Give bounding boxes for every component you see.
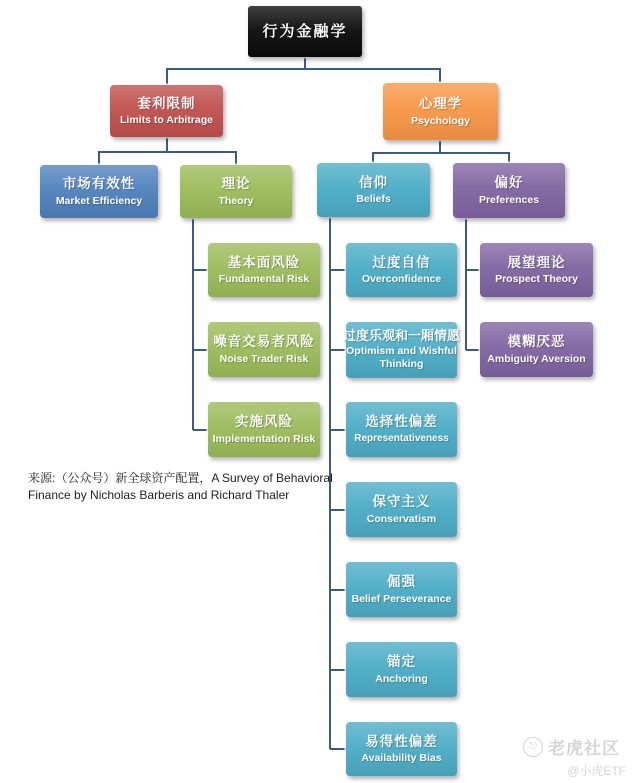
- node-title-en: Theory: [218, 194, 254, 207]
- source-line-1: 来源:（公众号）新全球资产配置，A Survey of Behavioral: [28, 471, 333, 485]
- node-limits-to-arbitrage: [110, 85, 223, 137]
- node-title-en: Prospect Theory: [495, 273, 578, 286]
- node-optimism-wishful-thinking: [343, 322, 461, 378]
- node-anchoring: [346, 642, 457, 697]
- node-title-zh: 展望理论: [507, 254, 566, 270]
- node-title-zh: 信仰: [359, 174, 388, 190]
- node-fundamental-risk: [208, 243, 320, 297]
- watermark-handle: @小虎ETF: [567, 764, 626, 778]
- node-title-en: Implementation Risk: [212, 432, 316, 445]
- node-title-zh: 过度自信: [372, 254, 431, 270]
- node-title-zh: 保守主义: [372, 494, 431, 510]
- node-title-zh: 易得性偏差: [365, 733, 438, 749]
- node-preferences: [453, 163, 565, 218]
- watermark: [523, 734, 628, 779]
- watermark-brand: 老虎社区: [548, 739, 620, 758]
- node-title-zh: 实施风险: [235, 414, 293, 430]
- node-title-en: Belief Perseverance: [351, 592, 452, 605]
- node-market-efficiency: [40, 165, 158, 218]
- source-line-2: Finance by Nicholas Barberis and Richard Thaler: [28, 488, 290, 502]
- node-theory: [180, 165, 292, 218]
- node-title-en: Psychology: [411, 114, 470, 127]
- node-beliefs: [317, 163, 430, 217]
- node-title-zh: 模糊厌恶: [507, 334, 566, 350]
- node-title-en: Anchoring: [375, 672, 428, 685]
- node-behavioral-finance: [248, 6, 362, 57]
- node-implementation-risk: [208, 402, 320, 457]
- node-title-zh: 市场有效性: [62, 176, 136, 192]
- node-title-en: Representativeness: [354, 433, 449, 444]
- node-title-zh: 套利限制: [137, 95, 196, 111]
- node-title-zh: 锚定: [387, 654, 416, 670]
- node-conservatism: [346, 482, 457, 537]
- node-title-en: Availability Bias: [361, 752, 442, 765]
- node-overconfidence: [346, 243, 457, 297]
- node-noise-trader-risk: [208, 322, 320, 377]
- node-title-zh: 行为金融学: [262, 22, 348, 40]
- node-title-en: Optimism and Wishful Thinking: [346, 345, 457, 370]
- source-citation: [28, 470, 333, 504]
- node-title-en: Conservatism: [366, 512, 437, 525]
- node-availability-bias: [346, 722, 457, 776]
- node-title-zh: 选择性偏差: [365, 414, 438, 430]
- node-title-zh: 基本面风险: [227, 254, 301, 270]
- node-title-en: Market Efficiency: [55, 194, 143, 207]
- node-title-zh: 过度乐观和一厢情愿: [343, 328, 461, 344]
- node-title-en: Preferences: [478, 193, 540, 206]
- node-title-zh: 倔强: [387, 574, 416, 590]
- node-title-en: Ambiguity Aversion: [487, 352, 586, 365]
- node-title-zh: 噪音交易者风险: [213, 334, 315, 350]
- node-title-en: Beliefs: [356, 193, 391, 206]
- node-ambiguity-aversion: [480, 322, 593, 377]
- node-title-en: Noise Trader Risk: [219, 352, 309, 365]
- node-psychology: [383, 83, 498, 140]
- node-title-en: Overconfidence: [361, 273, 442, 286]
- node-title-zh: 心理学: [418, 96, 463, 112]
- node-title-en: Fundamental Risk: [218, 273, 310, 286]
- node-title-zh: 理论: [221, 176, 251, 192]
- tiger-logo-icon: ⎋: [523, 737, 543, 757]
- node-belief-perseverance: [346, 562, 457, 617]
- node-prospect-theory: [480, 243, 593, 297]
- node-title-zh: 偏好: [494, 175, 524, 191]
- node-representativeness: [346, 402, 457, 457]
- node-title-en: Limits to Arbitrage: [120, 114, 213, 127]
